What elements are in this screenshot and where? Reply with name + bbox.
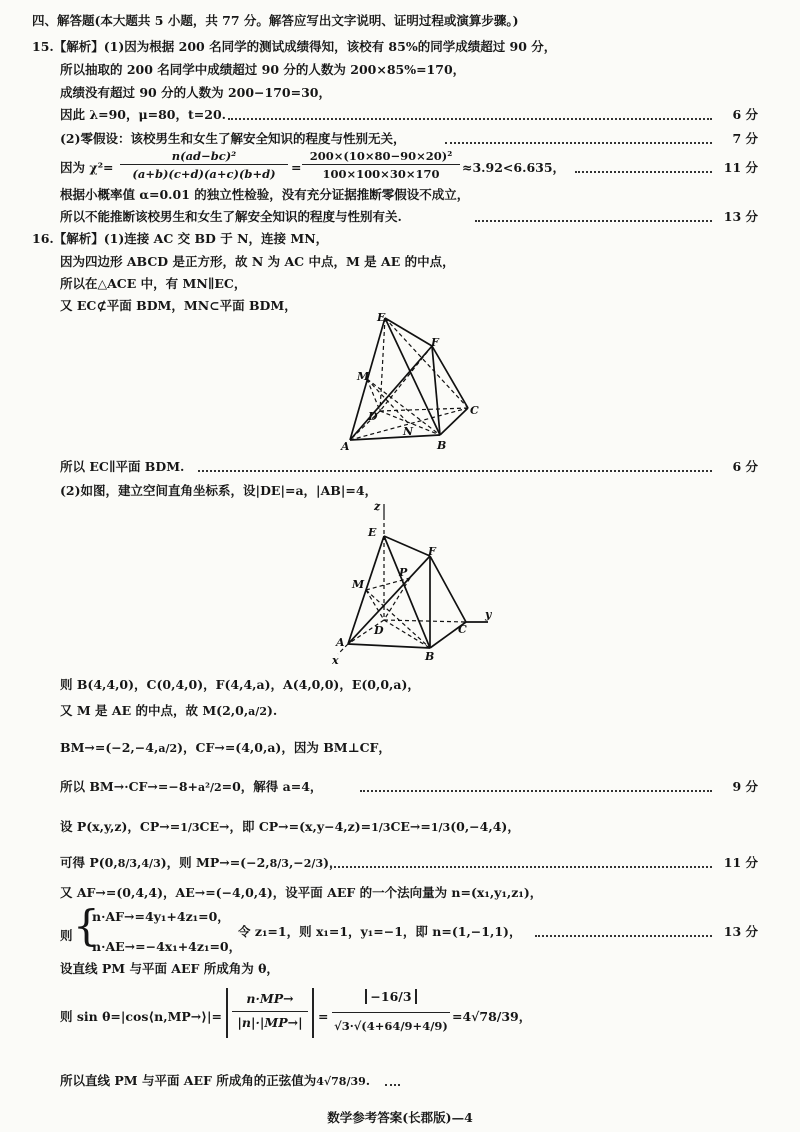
- text-segment: 可得 P(0,: [60, 855, 118, 870]
- q16-line-11: [60, 818, 520, 837]
- left-brace: {: [73, 901, 100, 950]
- fig1-label-f: F: [431, 336, 439, 349]
- fraction-a-over-2: a/2: [248, 705, 267, 718]
- dot-leader: [360, 790, 712, 792]
- sine-lead: 则 sin θ=|cos⟨n,MP→⟩|=: [60, 1009, 223, 1024]
- text-segment: .: [365, 1073, 371, 1088]
- abs-value: −16/3: [365, 989, 416, 1004]
- chi-numerator: n(ad−bc)²: [171, 149, 237, 163]
- chi-denominator: (a+b)(c+d)(a+c)(b+d): [132, 167, 276, 181]
- sine-numerator: n·MP→: [246, 991, 294, 1006]
- q16-line-7: 则 B(4,4,0)，C(0,4,0)，F(4,4,a)，A(4,0,0)，E(0,0,a)，: [60, 677, 420, 692]
- abs-bar: [226, 988, 228, 1038]
- text-segment: ,−: [288, 855, 304, 870]
- chi-result: ≈3.92<6.635，: [462, 160, 566, 175]
- q16-line-1: 16.【解析】(1)连接 AC 交 BD 于 N，连接 MN，: [32, 231, 329, 246]
- q16-line-13: 又 AF→=(0,4,4)，AE→=(−4,0,4)，设平面 AEF 的一个法向量为 n=(x₁,y₁,z₁)，: [60, 885, 543, 900]
- fraction-bar: [302, 164, 460, 165]
- text-segment: ).: [266, 703, 278, 718]
- equation-2: n·AE→=−4x₁+4z₁=0，: [92, 939, 242, 954]
- fig2-label-z: z: [374, 500, 381, 513]
- equation-1: n·AF→=4y₁+4z₁=0，: [92, 909, 230, 924]
- dot-leader: [198, 470, 712, 472]
- score-13: 13 分: [723, 209, 758, 224]
- sine-value-denominator: [332, 1016, 450, 1036]
- dot-leader: [475, 220, 712, 222]
- q15-line-8: 所以不能推断该校男生和女生了解安全知识的程度与性别有关.: [60, 209, 402, 224]
- text-segment: )，: [323, 855, 342, 870]
- q16-line-9: [60, 739, 391, 758]
- q16-line-6: (2)如图，建立空间直角坐标系，设|DE|=a，|AB|=4，: [60, 483, 378, 498]
- q16-line-4: 又 EC⊄平面 BDM，MN⊂平面 BDM，: [60, 298, 297, 313]
- page-footer: 数学参考答案(长郡版)—4: [327, 1110, 473, 1125]
- abs-bar: [312, 988, 314, 1038]
- text-segment: 设 P(x,y,z)，CP→=: [60, 819, 181, 834]
- pyramid-figure-1: [330, 308, 490, 456]
- q16-line-10: [60, 778, 322, 797]
- fig2-label-d: D: [374, 624, 384, 637]
- text-segment: =0，解得 a=4，: [221, 779, 323, 794]
- q15-line-2: 所以抽取的 200 名同学中成绩超过 90 分的人数为 200×85%=170，: [60, 62, 466, 77]
- text-segment: CE→=: [390, 819, 431, 834]
- equals-sign: =: [318, 1009, 329, 1024]
- text-segment: 又 M 是 AE 的中点，故 M(2,0,: [60, 703, 249, 718]
- score-11: 11 分: [723, 160, 758, 175]
- fig1-label-d: D: [368, 410, 378, 423]
- fraction-answer: 4√78/39: [316, 1075, 366, 1088]
- score-11: 11 分: [723, 855, 758, 870]
- text-segment: )，则 MP→=(−2,: [160, 855, 270, 870]
- fraction-one-third: 1/3: [180, 821, 200, 834]
- fig2-label-p: P: [399, 566, 408, 579]
- equals-sign: =: [291, 160, 302, 175]
- chi-value-numerator: 200×(10×80−90×20)²: [309, 149, 453, 163]
- q16-line-15: 设直线 PM 与平面 AEF 所成角为 θ，: [60, 961, 279, 976]
- fig2-label-y: y: [485, 608, 492, 621]
- score-6: 6 分: [732, 459, 758, 474]
- then-label: 则: [60, 928, 73, 943]
- q16-line-8: [60, 702, 277, 721]
- q16-line-3: 所以在△ACE 中，有 MN∥EC，: [60, 276, 247, 291]
- text-segment: CE→，即 CP→=(x,y−4,z)=: [199, 819, 372, 834]
- dot-leader: [535, 935, 712, 937]
- q15-line-7: 根据小概率值 α=0.01 的独立性检验，没有充分证据推断零假设不成立，: [60, 187, 470, 202]
- fraction-2-3: 2/3: [303, 857, 324, 870]
- text-segment: )，CF→=(4,0,a)，因为 BM⊥CF，: [177, 740, 391, 755]
- fraction-8-3: 8/3: [269, 857, 289, 870]
- text-segment: BM→=(−2,−4,: [60, 740, 159, 755]
- fraction-one-third: 1/3: [371, 821, 391, 834]
- section-header: 四、解答题(本大题共 5 小题，共 77 分。解答应写出文字说明、证明过程或演算步骤。): [32, 13, 519, 28]
- text-segment: ,: [137, 855, 142, 870]
- dot-leader: [575, 171, 712, 173]
- q15-line-4: 因此 λ=90，μ=80，t=20.: [60, 107, 226, 122]
- fraction-bar: [232, 1011, 308, 1012]
- dot-leader: [330, 866, 712, 868]
- fraction-a2-over-2: a²/2: [198, 781, 222, 794]
- fig2-label-c: C: [458, 623, 467, 636]
- text-segment: 所以直线 PM 与平面 AEF 所成角的正弦值为: [60, 1073, 317, 1088]
- score-9: 9 分: [732, 779, 758, 794]
- text-segment: 所以 BM→·CF→=−8+: [60, 779, 198, 794]
- fig1-label-a: A: [341, 440, 350, 453]
- fig2-label-b: B: [425, 650, 435, 663]
- fig1-label-e: E: [377, 311, 386, 324]
- dot-leader: [445, 142, 712, 144]
- text-segment: √3·: [334, 1019, 354, 1033]
- score-7: 7 分: [732, 131, 758, 146]
- fig1-label-m: M: [357, 370, 370, 383]
- fig2-label-f: F: [428, 545, 436, 558]
- q16-line-17: [60, 1072, 370, 1091]
- q15-line-5: (2)零假设：该校男生和女生了解安全知识的程度与性别无关，: [60, 131, 406, 146]
- chi-value-denominator: 100×100×30×170: [322, 167, 440, 181]
- fig2-label-e: E: [368, 526, 377, 539]
- fig2-label-m: M: [352, 578, 365, 591]
- chi-square-lead: 因为 χ²=: [60, 160, 114, 175]
- fraction-4-3: 4/3: [141, 857, 161, 870]
- q15-line-1: 15.【解析】(1)因为根据 200 名同学的测试成绩得知，该校有 85%的同学成绩超过 90 分，: [32, 39, 557, 54]
- score-13: 13 分: [723, 924, 758, 939]
- score-6: 6 分: [732, 107, 758, 122]
- text-segment: (0,−4,4)，: [450, 819, 520, 834]
- q16-line-14: 令 z₁=1，则 x₁=1，y₁=−1，即 n=(1,−1,1)，: [238, 924, 522, 939]
- fig2-label-x: x: [332, 654, 339, 667]
- text-segment: √(4+64/9+4/9): [353, 1019, 448, 1033]
- dot-leader: [385, 1084, 400, 1086]
- fig2-label-a: A: [336, 636, 345, 649]
- q15-line-3: 成绩没有超过 90 分的人数为 200−170=30，: [60, 85, 331, 100]
- fig1-label-n: N: [403, 425, 414, 438]
- coordinate-figure-2: [326, 496, 492, 668]
- fraction-8-3: 8/3: [117, 857, 138, 870]
- fraction-one-third: 1/3: [430, 821, 451, 834]
- fraction-bar: [332, 1012, 450, 1013]
- q16-line-12: [60, 854, 342, 873]
- fig1-label-c: C: [470, 404, 479, 417]
- sine-result: =4√78/39，: [452, 1009, 532, 1024]
- q16-line-2: 因为四边形 ABCD 是正方形，故 N 为 AC 中点，M 是 AE 的中点，: [60, 254, 455, 269]
- q16-line-5: 所以 EC∥平面 BDM.: [60, 459, 185, 474]
- fig1-label-b: B: [437, 439, 447, 452]
- sine-denominator: |n|·|MP→|: [237, 1015, 303, 1030]
- fraction-bar: [120, 164, 288, 165]
- fraction-a-over-2: a/2: [158, 742, 178, 755]
- dot-leader: [228, 118, 712, 120]
- sine-value-numerator: [332, 986, 450, 1008]
